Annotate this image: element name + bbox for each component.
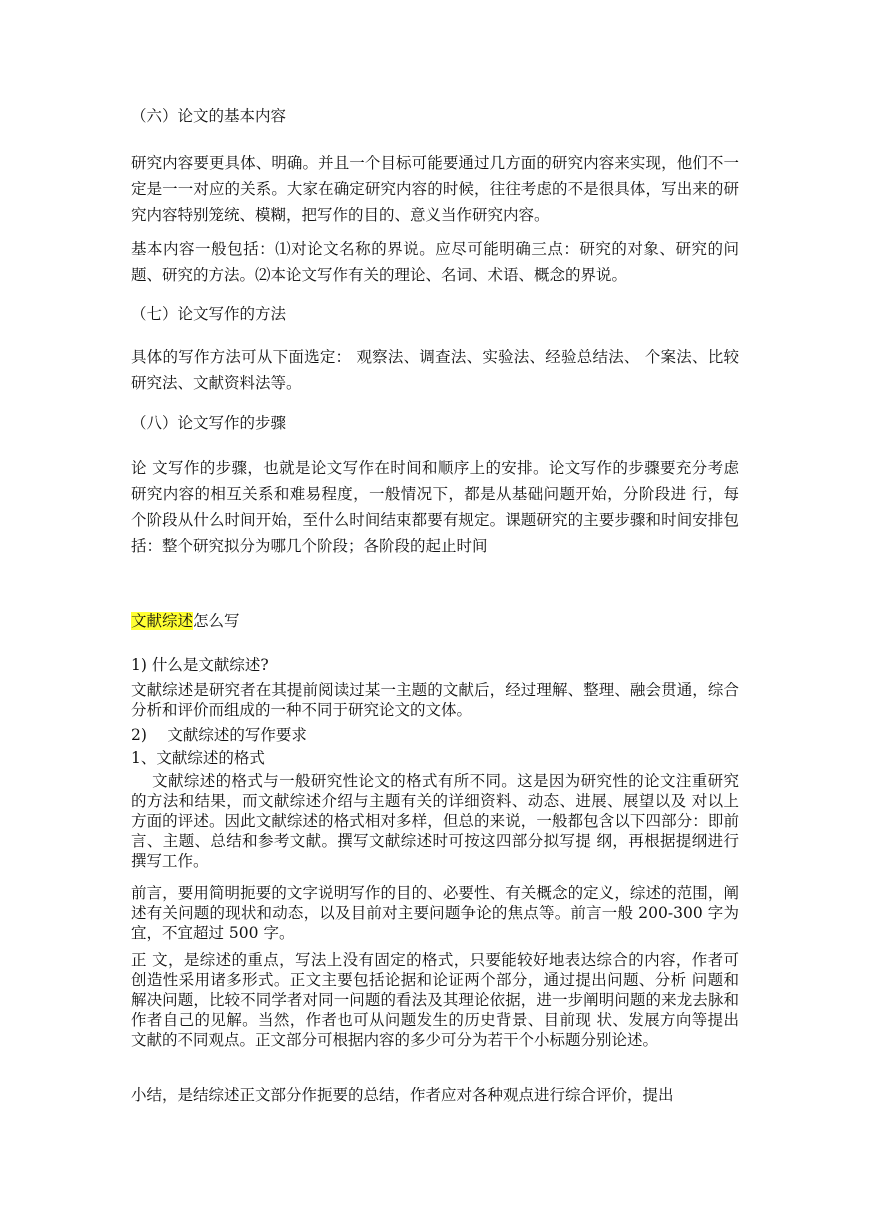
review-preface-paragraph: 前言，要用简明扼要的文字说明写作的目的、必要性、有关概念的定义，综述的范围，阐述有关问题的现状和动态，以及目前对主要问题争论的焦点等。前言一般 200-300 字为宜，不宜超过 500 字。 [131, 884, 739, 942]
review-question-1: 1) 什么是文献综述? [131, 656, 269, 674]
review-format-subheading: 1、文献综述的格式 [131, 749, 265, 767]
section-6-paragraph-2: 基本内容一般包括：⑴对论文名称的界说。应尽可能明确三点：研究的对象、研究的问题、研究的方法。⑵本论文写作有关的理论、名词、术语、概念的界说。 [131, 240, 739, 284]
review-title-rest: 怎么写 [193, 612, 240, 630]
section-6-paragraph-1: 研究内容要更具体、明确。并且一个目标可能要通过几方面的研究内容来实现，他们不一定是一一对应的关系。大家在确定研究内容的时候，往往考虑的不是很具体，写出来的研究内容特别笼统、模糊，把写作的目的、意义当作研究内容。 [131, 154, 739, 224]
review-title [131, 608, 240, 634]
section-8-heading: （八）论文写作的步骤 [131, 414, 287, 432]
section-8-paragraph-1: 论 文写作的步骤，也就是论文写作在时间和顺序上的安排。论文写作的步骤要充分考虑研究内容的相互关系和难易程度，一般情况下，都是从基础问题开始，分阶段进 行，每个阶段从什么时间开始，至什么时间结束都要有规定。课题研究的主要步骤和时间安排包括：整个研究拟分为哪几个阶段；各阶段的起止时间 [131, 459, 739, 555]
review-body-paragraph: 正 文，是综述的重点，写法上没有固定的格式，只要能较好地表达综合的内容，作者可创造性采用诸多形式。正文主要包括论据和论证两个部分，通过提出问题、分析 问题和解决问题，比较不同学者对同一问题的看法及其理论依据，进一步阐明问题的来龙去脉和作者自己的见解。当然，作者也可从问题发生的历史背景、目前现 状、发展方向等提出文献的不同观点。正文部分可根据内容的多少可分为若干个小标题分别论述。 [131, 951, 739, 1049]
section-7-paragraph-1: 具体的写作方法可从下面选定： 观察法、调查法、实验法、经验总结法、 个案法、比较研究法、文献资料法等。 [131, 348, 739, 392]
review-summary-paragraph: 小结，是结综述正文部分作扼要的总结，作者应对各种观点进行综合评价，提出 [131, 1086, 674, 1104]
review-definition: 文献综述是研究者在其提前阅读过某一主题的文献后，经过理解、整理、融会贯通，综合分析和评价而组成的一种不同于研究论文的文体。 [131, 681, 739, 719]
review-format-paragraph: 文献综述的格式与一般研究性论文的格式有所不同。这是因为研究性的论文注重研究的方法和结果，而文献综述介绍与主题有关的详细资料、动态、进展、展望以及 对以上方面的评述。因此文献综述的格式相对多样，但总的来说，一般都包含以下四部分：即前言、主题、总结和参考文献。撰写文献综述时可按这四部分拟写提 纲，再根据提纲进行撰写工作。 [131, 772, 739, 870]
section-7-heading: （七）论文写作的方法 [131, 305, 287, 323]
review-question-2: 2) 文献综述的写作要求 [131, 726, 307, 744]
review-title-highlight: 文献综述 [131, 612, 194, 630]
section-6-heading: （六）论文的基本内容 [131, 107, 287, 125]
